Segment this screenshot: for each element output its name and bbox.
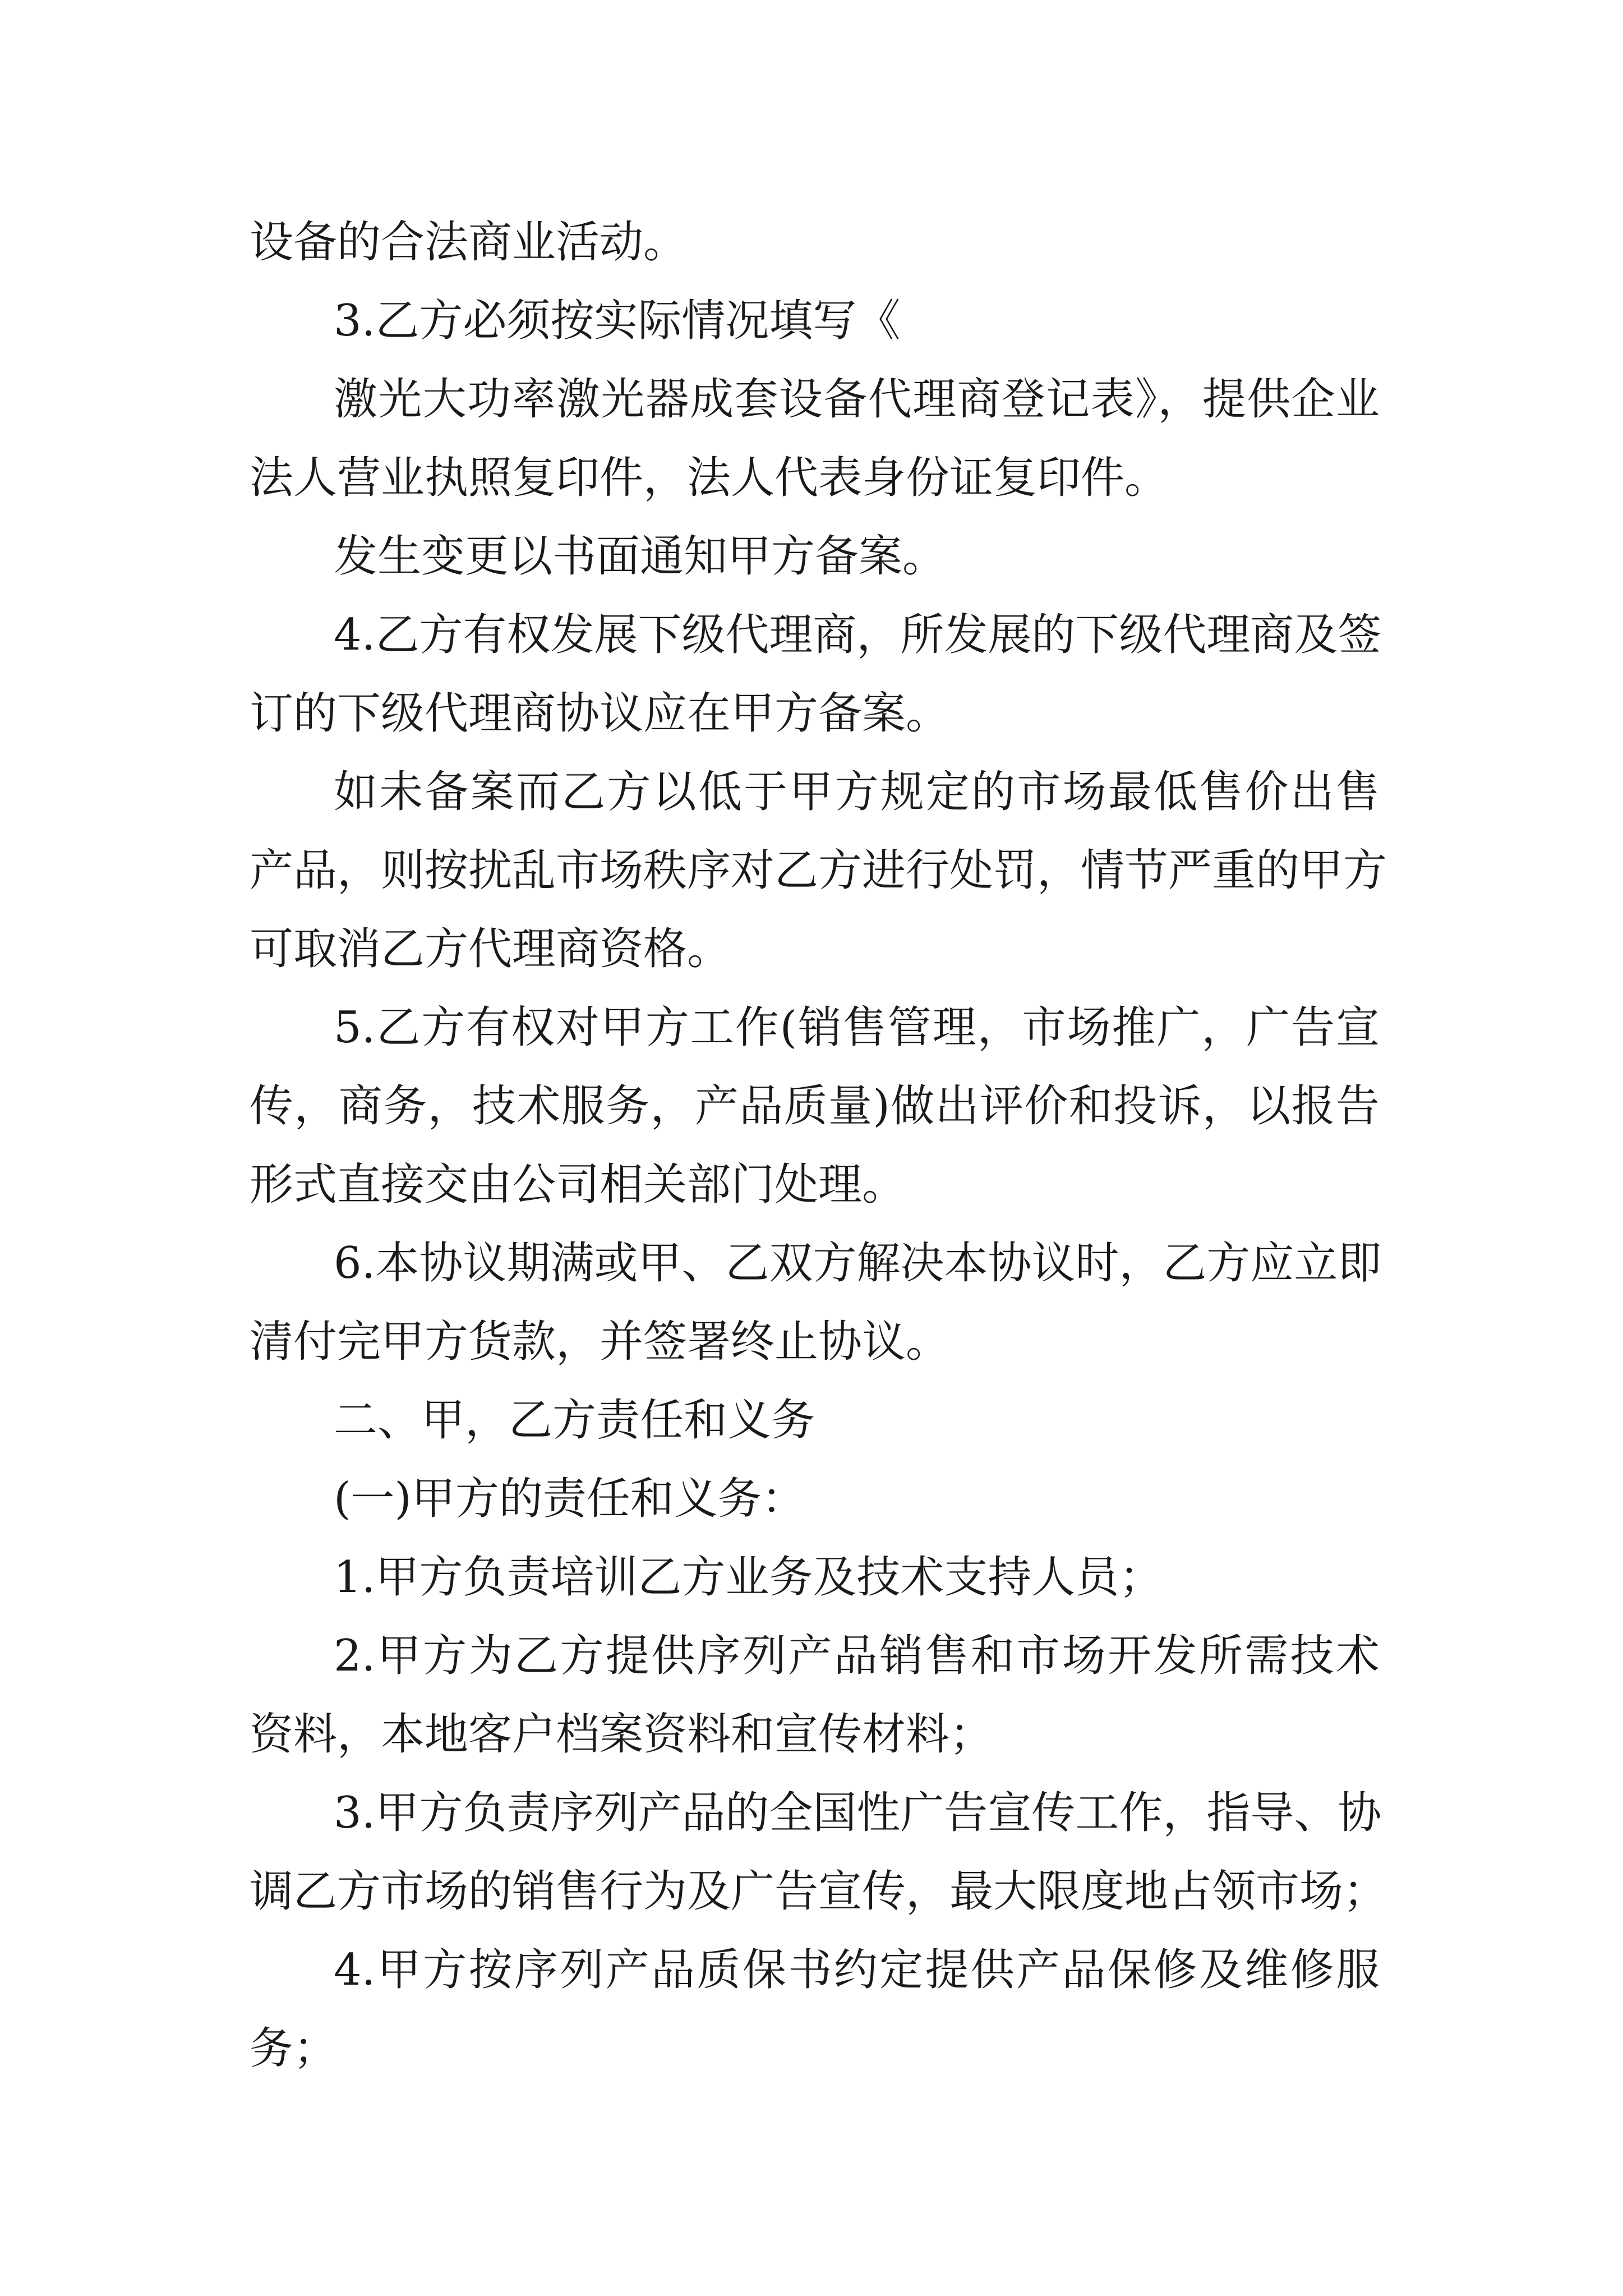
text-line: 3.乙方必须按实际情况填写《 [334,296,901,346]
subsection-heading: (一)甲方的责任和义务： [334,1474,805,1524]
text-line: 1.甲方负责培训乙方业务及技术支持人员； [334,1552,1163,1603]
text-line: 资料，本地客户档案资料和宣传材料； [250,1709,994,1760]
text-line: 3.甲方负责序列产品的全国性广告宣传工作，指导、协 [334,1788,1382,1838]
text-line: 法人营业执照复印件，法人代表身份证复印件。 [250,453,1169,503]
text-line: 4.乙方有权发展下级代理商，所发展的下级代理商及签 [334,610,1382,660]
text-line: 清付完甲方货款，并签署终止协议。 [250,1317,950,1367]
text-line: 产品，则按扰乱市场秩序对乙方进行处罚，情节严重的甲方 [250,845,1387,896]
text-line: 4.甲方按序列产品质保书约定提供产品保修及维修服 [334,1945,1380,1995]
text-line: 务； [250,2023,338,2074]
text-line: 5.乙方有权对甲方工作(销售管理，市场推广，广告宣 [334,1002,1380,1053]
text-line: 如未备案而乙方以低于甲方规定的市场最低售价出售 [334,767,1380,817]
text-line: 设备的合法商业活动。 [250,217,688,268]
text-line: 可取消乙方代理商资格。 [250,924,731,974]
text-line: 订的下级代理商协议应在甲方备案。 [250,688,950,739]
section-heading: 二、甲，乙方责任和义务 [334,1395,815,1446]
text-line: 调乙方市场的销售行为及广告宣传，最大限度地占领市场； [250,1866,1387,1917]
text-line: 激光大功率激光器成套设备代理商登记表》，提供企业 [334,374,1380,425]
text-line: 传，商务，技术服务，产品质量)做出评价和投诉，以报告 [250,1081,1380,1131]
text-line: 2.甲方为乙方提供序列产品销售和市场开发所需技术 [334,1631,1380,1681]
text-line: 形式直接交由公司相关部门处理。 [250,1159,906,1210]
text-line: 发生变更以书面通知甲方备案。 [334,531,947,582]
text-line: 6.本协议期满或甲、乙双方解决本协议时，乙方应立即 [334,1238,1382,1289]
